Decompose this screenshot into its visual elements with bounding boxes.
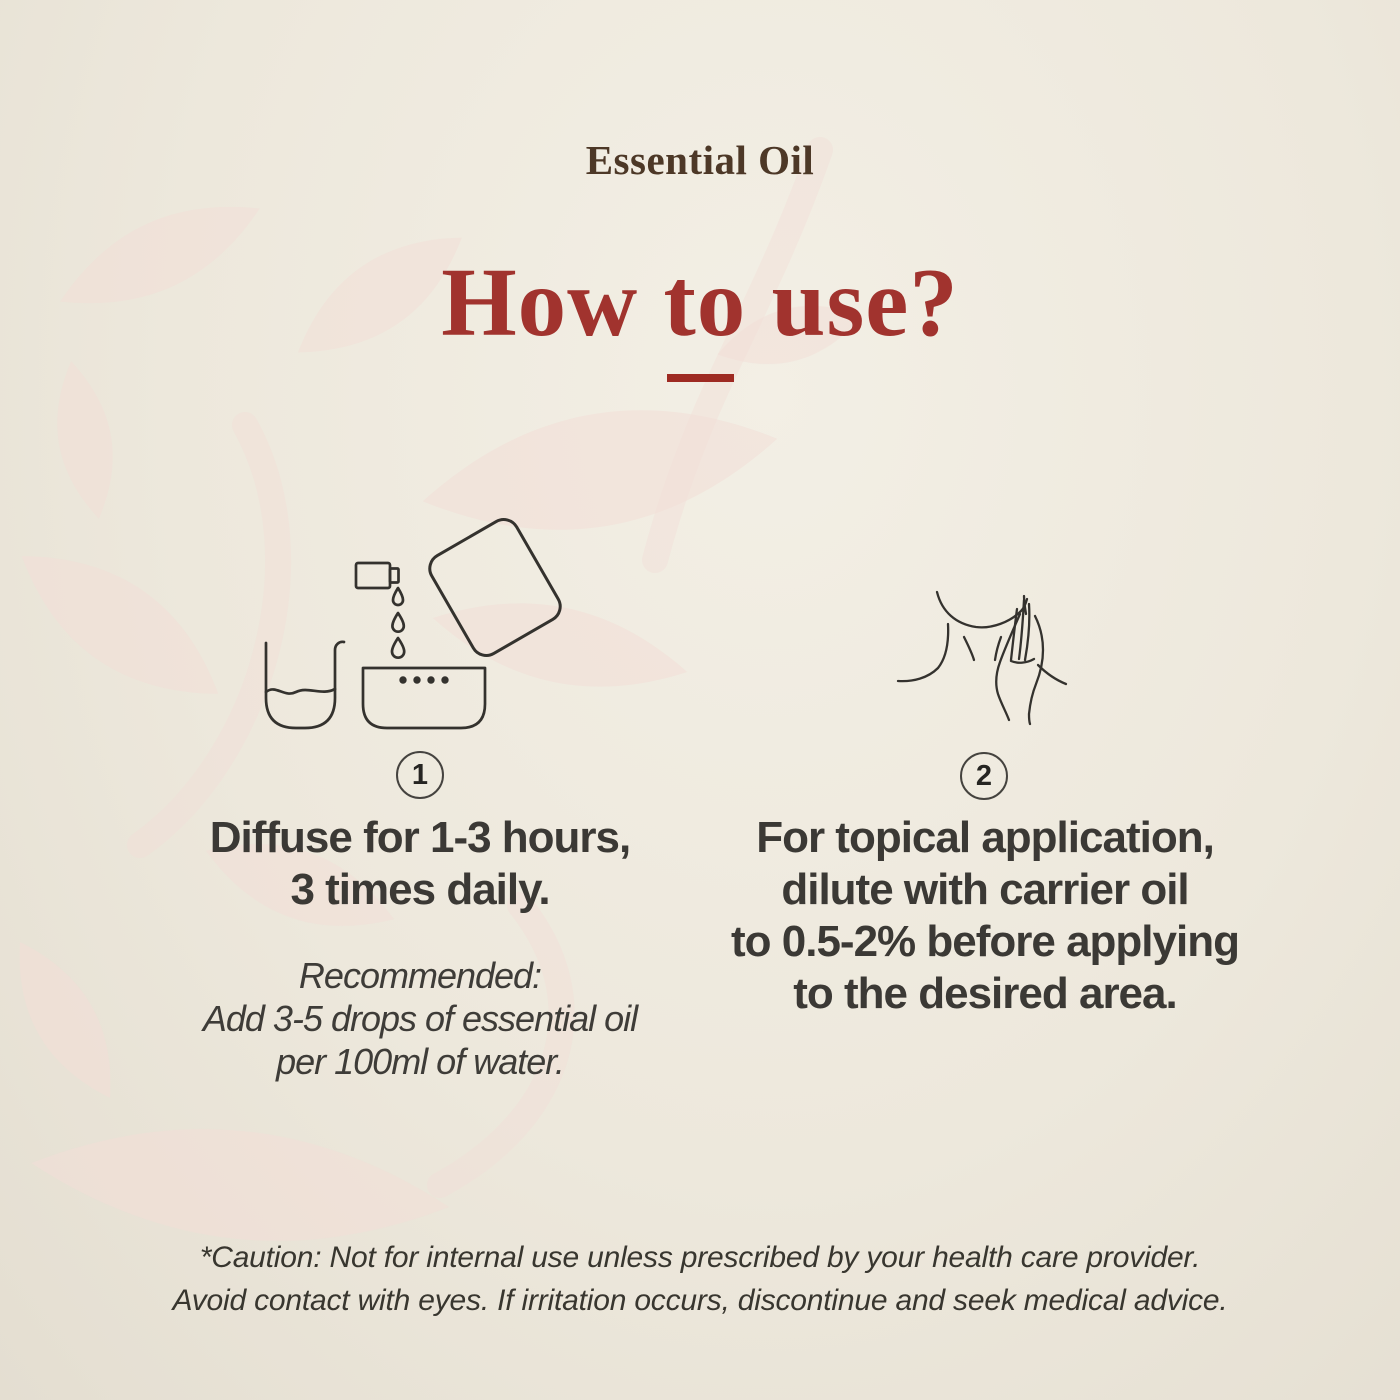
- hand-applying-oil-icon: [880, 560, 1100, 760]
- step-1-note-line: per 100ml of water.: [276, 1041, 564, 1082]
- step-1-note-line: Recommended:: [298, 955, 542, 996]
- step-2-heading-line: to 0.5-2% before applying: [731, 917, 1239, 966]
- step-2-heading: [685, 812, 1285, 1020]
- diffuser-vent-dots: [399, 676, 448, 683]
- step-2-heading-line: to the desired area.: [793, 969, 1177, 1018]
- step-2-heading-line: For topical application,: [756, 813, 1214, 862]
- step-2-number-badge: 2: [960, 752, 1008, 800]
- caution-text: [0, 1236, 1400, 1322]
- step-1-heading-line: Diffuse for 1-3 hours,: [209, 813, 631, 862]
- step-1-note-line: Add 3-5 drops of essential oil: [202, 998, 638, 1039]
- caution-line: Avoid contact with eyes. If irritation occurs, discontinue and seek medical advice.: [172, 1284, 1228, 1317]
- caution-line: *Caution: Not for internal use unless prescribed by your health care provider.: [199, 1241, 1201, 1274]
- page-title: How to use?: [441, 249, 959, 356]
- step-1-number-badge: 1: [396, 751, 444, 799]
- step-1-heading-line: 3 times daily.: [290, 865, 550, 914]
- brand-label: Essential Oil: [585, 137, 815, 183]
- step-2-heading-line: dilute with carrier oil: [781, 865, 1189, 914]
- step-1-note: [120, 954, 720, 1083]
- step-1-heading: [120, 812, 720, 916]
- diffuser-icon: [250, 500, 590, 750]
- title-divider: [667, 374, 734, 382]
